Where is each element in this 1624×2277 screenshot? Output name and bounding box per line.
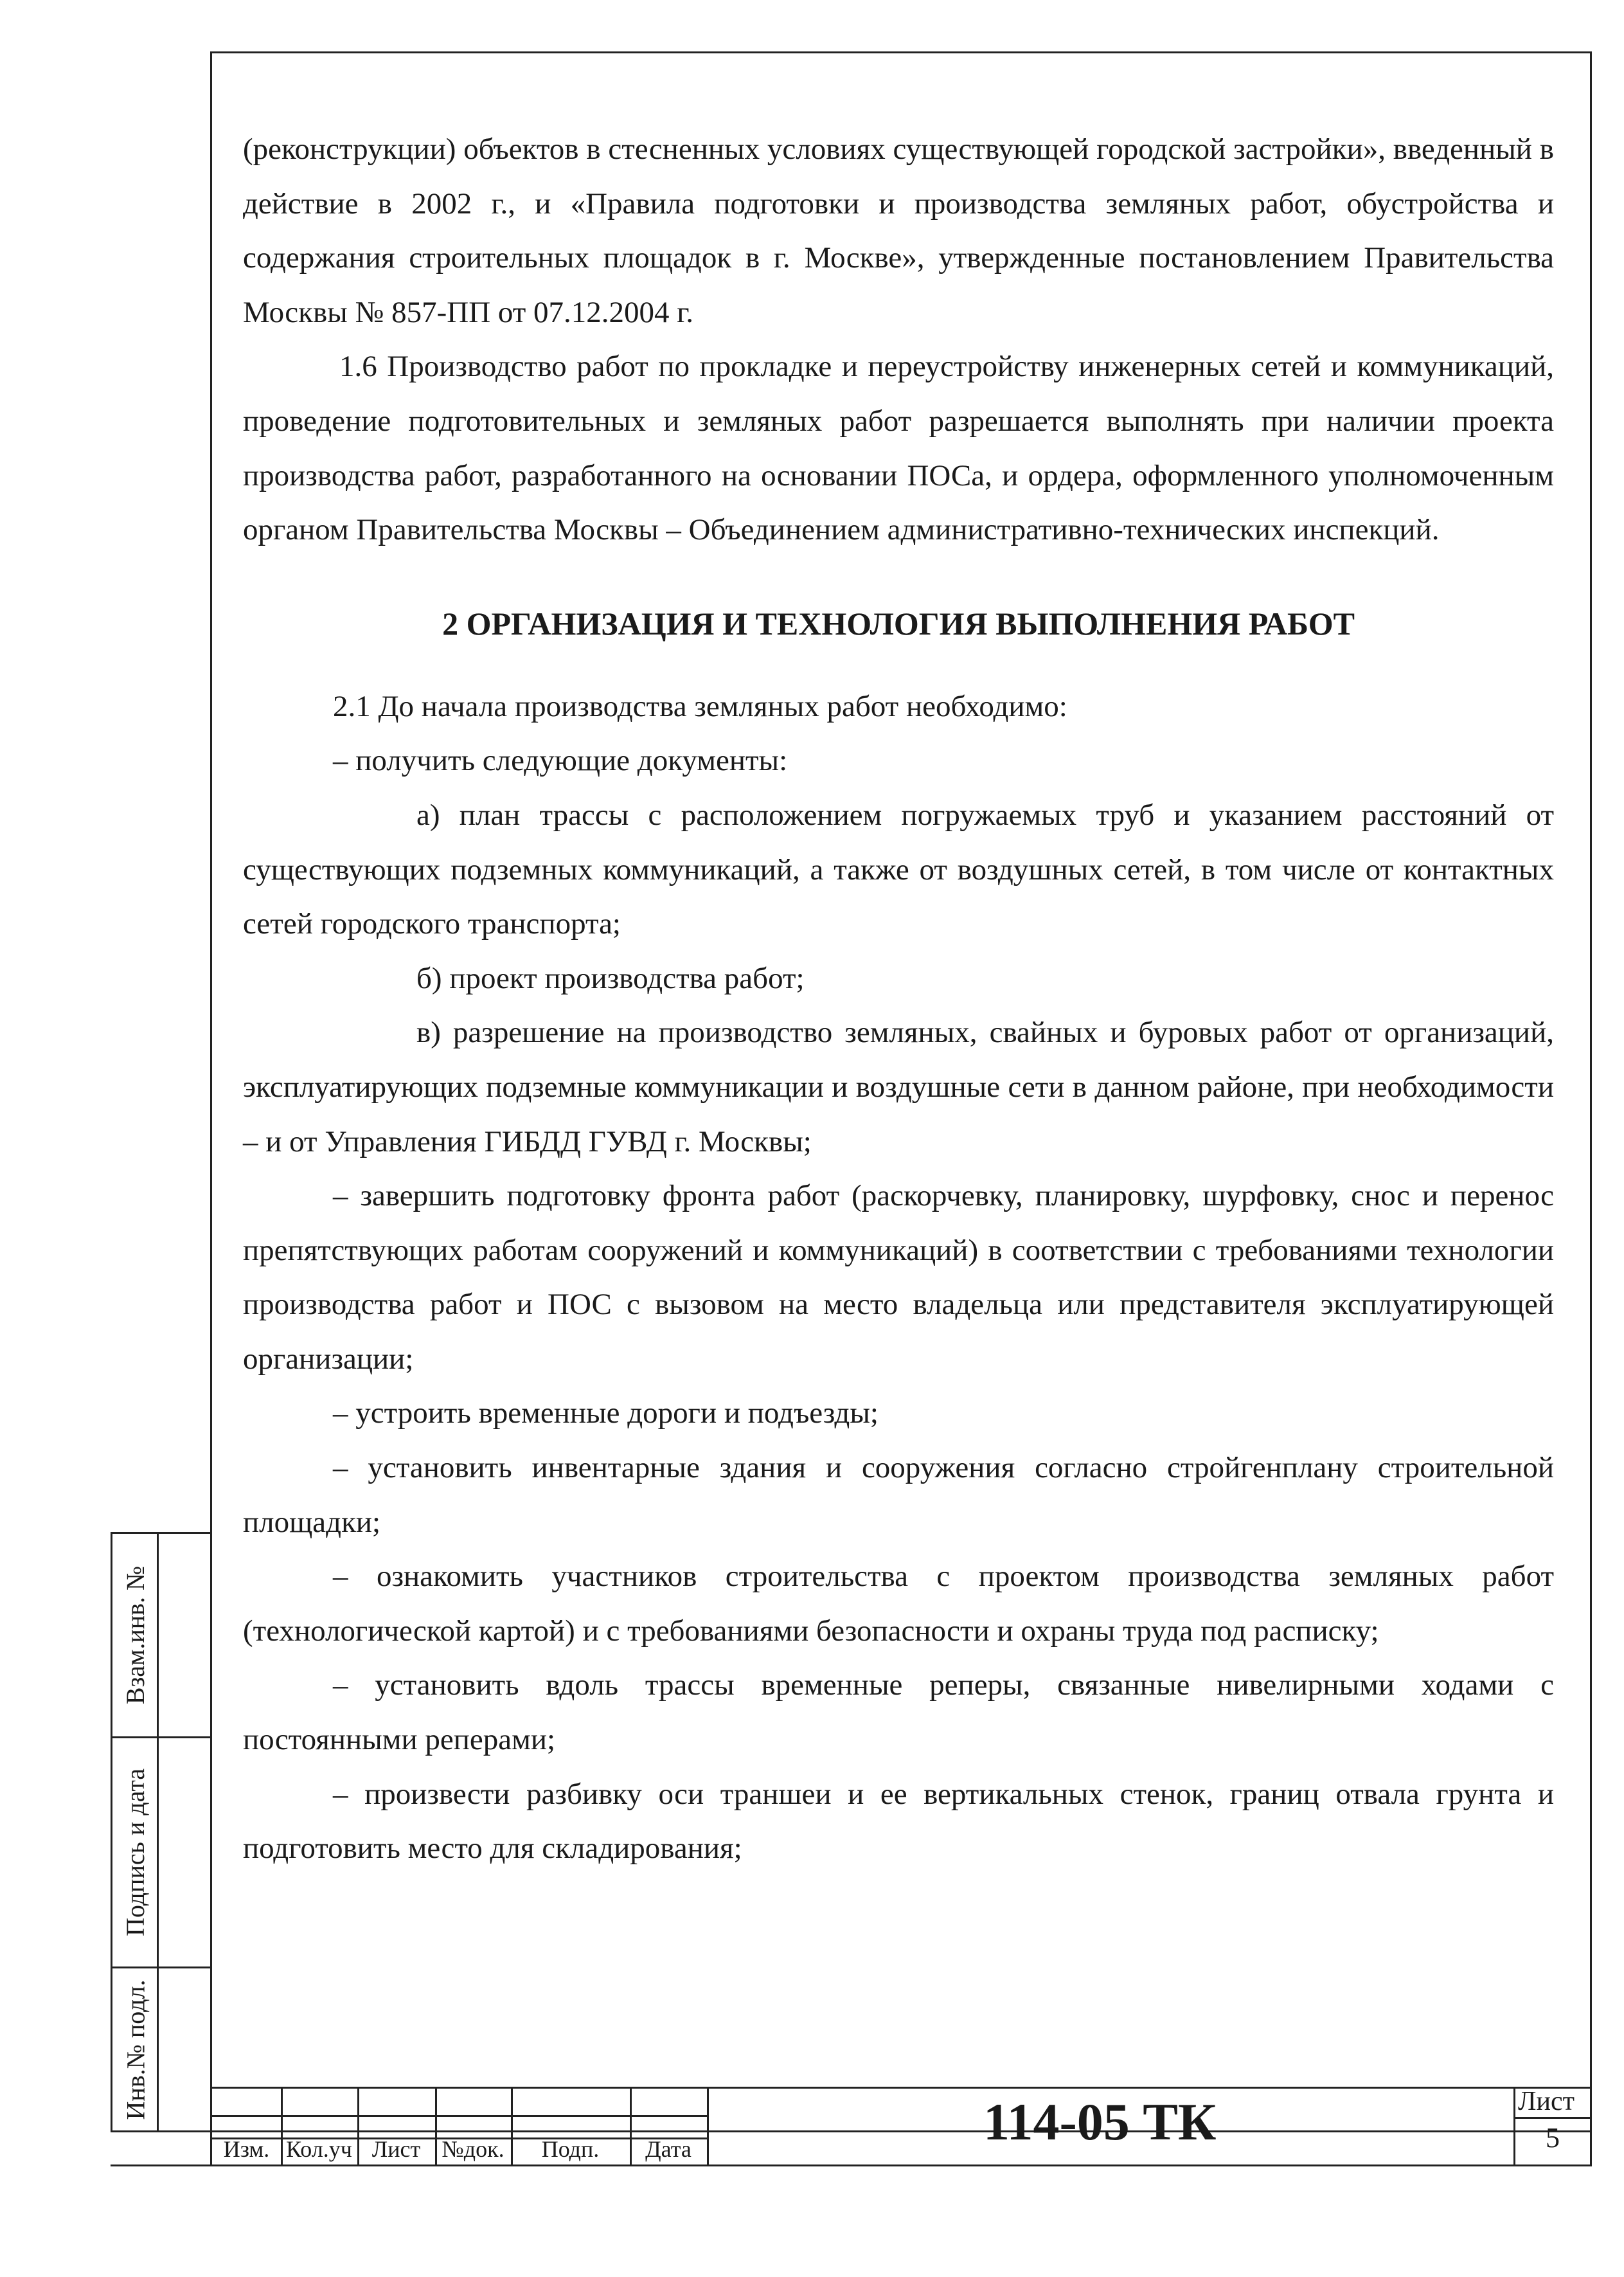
col-list: Лист [371,2136,421,2162]
col-kol: Кол.уч [286,2136,352,2162]
list-item: в) разрешение на производство земляных, свайных и буровых работ от организаций, эксплуатирующих подземные коммуникации и воздушные сети в данном районе, при необходимости – и от Управления ГИБДД ГУВД г. Москвы; [243,1016,1554,1158]
section-heading: 2 ОРГАНИЗАЦИЯ И ТЕХНОЛОГИЯ ВЫПОЛНЕНИЯ РАБОТ [442,605,1355,642]
paragraph: (реконструкции) объектов в стесненных условиях существующей городской застройки», введенный в действие в 2002 г., и «Правила подготовки и производства земляных работ, обустройства и содержания строительных площадок в г. Москве», утвержденные постановлением Правительства Москвы № 857-ПП от 07.12.2004 г. [243,132,1554,329]
stamp-signature-date [111,1736,210,1967]
col-ndok: №док. [442,2136,504,2162]
stamp-label: Подпись и дата [121,1768,150,1937]
stamp-original-inventory [111,1967,210,2132]
stamp-label: Инв.№ подл. [121,1979,150,2120]
col-podp: Подп. [541,2136,600,2162]
document-body [243,122,1554,1876]
paragraph: 1.6 Производство работ по прокладке и переустройству инженерных сетей и коммуникаций, проведение подготовительных и земляных работ разрешается выполнять при наличии проекта производства работ, разработанного на основании ПОСа, и ордера, оформленного уполномоченным органом Правительства Москвы – Объединением административно-технических инспекций. [243,350,1554,547]
list-item: – произвести разбивку оси траншеи и ее вертикальных стенок, границ отвала грунта и подготовить место для складирования; [243,1777,1554,1866]
document-code: 114-05 ТК [983,2092,1217,2151]
sheet-label: Лист [1518,2087,1575,2116]
list-item: – установить вдоль трассы временные реперы, связанные нивелирными ходами с постоянными реперами; [243,1668,1554,1757]
list-item: – устроить временные дороги и подъезды; [333,1396,879,1430]
col-data: Дата [645,2136,692,2162]
list-item: – установить инвентарные здания и сооружения согласно стройгенплану строительной площадки; [243,1451,1554,1539]
paragraph: – получить следующие документы: [333,744,788,778]
sheet-number: 5 [1546,2122,1560,2154]
stamp-replacement-inventory [111,1532,210,1736]
list-item: а) план трассы с расположением погружаемых труб и указанием расстояний от существующих подземных коммуникаций, а также от воздушных сетей, в том числе от контактных сетей городского транспорта; [243,798,1554,941]
stamp-label: Взам.инв. № [121,1565,150,1705]
list-item: – завершить подготовку фронта работ (раскорчевку, планировку, шурфовку, снос и перенос препятствующих работам сооружений и коммуникаций) в соответствии с требованиями технологии производства работ и ПОС с вызовом на место владельца или представителя эксплуатирующей организации; [243,1179,1554,1376]
list-item: б) проект производства работ; [416,961,805,995]
paragraph: 2.1 До начала производства земляных работ необходимо: [333,689,1067,723]
list-item: – ознакомить участников строительства с проектом производства земляных работ (технологической картой) и с требованиями безопасности и охраны труда под расписку; [243,1560,1554,1648]
col-izm: Изм. [223,2136,270,2162]
